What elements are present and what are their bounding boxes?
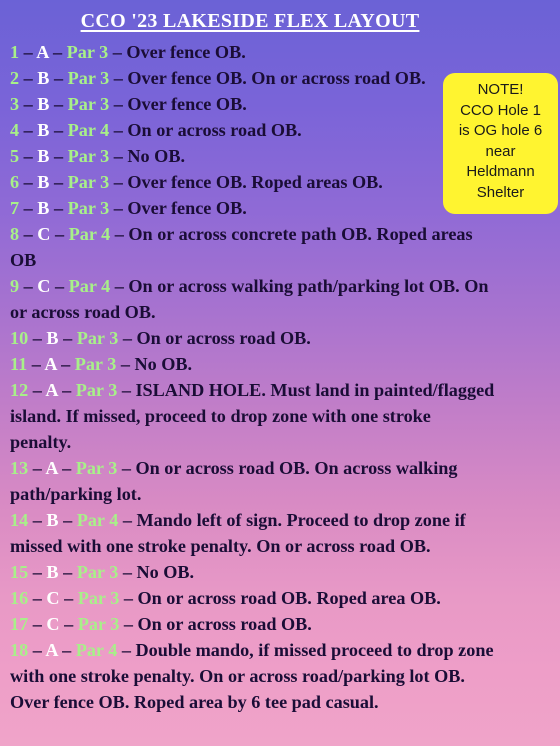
note-callout (443, 73, 558, 214)
layout-letter: C (37, 276, 51, 296)
hole-number: 17 (10, 614, 29, 634)
hole-entry: 10 – B – Par 3 – On or across road OB. (10, 328, 311, 348)
par-label: Par 3 (67, 198, 110, 218)
par-label: Par 4 (68, 276, 111, 296)
layout-letter: B (46, 562, 59, 582)
hole-rule: No OB. (136, 562, 195, 582)
hole-number: 4 (10, 120, 20, 140)
note-line: CCO Hole 1 (460, 101, 541, 119)
hole-number: 11 (10, 354, 28, 374)
layout-letter: B (37, 172, 50, 192)
par-label: Par 3 (77, 614, 120, 634)
par-label: Par 3 (67, 146, 110, 166)
note-line: Heldmann (466, 163, 535, 180)
hole-rule: No OB. (134, 354, 193, 374)
par-label: Par 4 (67, 120, 110, 140)
hole-number: 3 (10, 94, 20, 114)
par-label: Par 3 (67, 68, 110, 88)
layout-letter: B (46, 510, 59, 530)
hole-entry: 2 – B – Par 3 – Over fence OB. On or across road OB. (10, 68, 426, 88)
par-label: Par 3 (67, 94, 110, 114)
hole-entry: 1 – A – Par 3 – Over fence OB. (10, 42, 246, 62)
layout-letter: B (46, 328, 59, 348)
par-label: Par 3 (75, 380, 118, 400)
hole-list (10, 39, 496, 715)
hole-number: 10 (10, 328, 29, 348)
hole-number: 13 (10, 458, 29, 478)
layout-letter: B (37, 146, 50, 166)
par-label: Par 3 (76, 328, 119, 348)
hole-entry: 14 – B – Par 4 – Mando left of sign. Proceed to drop zone if missed with one stroke penalty. On or across road OB. (10, 510, 466, 556)
par-label: Par 4 (68, 224, 111, 244)
hole-rule: On or across road OB. (127, 120, 302, 140)
layout-letter: C (37, 224, 51, 244)
note-line: near (485, 142, 516, 160)
hole-entry: 16 – C – Par 3 – On or across road OB. Roped area OB. (10, 588, 441, 608)
layout-letter: A (44, 354, 57, 374)
hole-entry: 13 – A – Par 3 – On or across road OB. On across walking path/parking lot. (10, 458, 458, 504)
hole-number: 8 (10, 224, 20, 244)
hole-number: 9 (10, 276, 20, 296)
layout-letter: A (45, 458, 58, 478)
hole-number: 2 (10, 68, 20, 88)
hole-rule: On or across road OB. Roped area OB. (137, 588, 441, 608)
hole-entry: 18 – A – Par 4 – Double mando, if missed proceed to drop zone with one stroke penalty. On or across road/parking lot OB. Over fence OB. Roped area by 6 tee pad casual. (10, 640, 494, 712)
layout-letter: A (45, 640, 58, 660)
hole-rule: Over fence OB. (126, 42, 246, 62)
layout-letter: B (37, 120, 50, 140)
hole-rule: Double mando, if missed proceed to drop zone with one stroke penalty. On or across road/parking lot OB. Over fence OB. Roped area by 6 tee pad casual. (10, 640, 494, 712)
par-label: Par 3 (74, 354, 117, 374)
hole-entry: 6 – B – Par 3 – Over fence OB. Roped areas OB. (10, 172, 383, 192)
hole-number: 5 (10, 146, 20, 166)
hole-entry: 4 – B – Par 4 – On or across road OB. (10, 120, 302, 140)
hole-entry: 8 – C – Par 4 – On or across concrete path OB. Roped areas OB (10, 224, 473, 270)
hole-rule: Over fence OB. On or across road OB. (127, 68, 426, 88)
par-label: Par 3 (76, 562, 119, 582)
par-label: Par 3 (67, 172, 110, 192)
layout-letter: C (46, 588, 60, 608)
hole-rule: On or across road OB. On across walking path/parking lot. (10, 458, 458, 504)
hole-rule: On or across road OB. (137, 614, 312, 634)
hole-entry: 11 – A – Par 3 – No OB. (10, 354, 193, 374)
par-label: Par 3 (66, 42, 109, 62)
layout-letter: A (36, 42, 49, 62)
hole-number: 12 (10, 380, 29, 400)
hole-number: 16 (10, 588, 29, 608)
hole-rule: On or across walking path/parking lot OB. On or across road OB. (10, 276, 489, 322)
layout-letter: B (37, 94, 50, 114)
par-label: Par 4 (76, 510, 119, 530)
layout-letter: B (37, 68, 50, 88)
layout-letter: B (37, 198, 50, 218)
hole-entry: 9 – C – Par 4 – On or across walking path/parking lot OB. On or across road OB. (10, 276, 489, 322)
hole-rule: On or across road OB. (136, 328, 311, 348)
hole-entry: 3 – B – Par 3 – Over fence OB. (10, 94, 247, 114)
page-title: CCO '23 LAKESIDE FLEX LAYOUT (80, 10, 420, 32)
hole-entry: 12 – A – Par 3 – ISLAND HOLE. Must land in painted/flagged island. If missed, proceed to drop zone with one stroke penalty. (10, 380, 495, 452)
note-line: is OG hole 6 (458, 122, 543, 139)
hole-number: 6 (10, 172, 20, 192)
hole-rule: On or across concrete path OB. Roped areas OB (10, 224, 473, 270)
par-label: Par 3 (75, 458, 118, 478)
par-label: Par 3 (77, 588, 120, 608)
hole-rule: Over fence OB. (127, 94, 247, 114)
hole-rule: Over fence OB. (127, 198, 247, 218)
hole-entry: 17 – C – Par 3 – On or across road OB. (10, 614, 312, 634)
hole-entry: 5 – B – Par 3 – No OB. (10, 146, 185, 166)
layout-letter: A (45, 380, 58, 400)
hole-number: 7 (10, 198, 20, 218)
hole-entry: 7 – B – Par 3 – Over fence OB. (10, 198, 247, 218)
layout-letter: C (46, 614, 60, 634)
hole-entry: 15 – B – Par 3 – No OB. (10, 562, 195, 582)
hole-rule: No OB. (127, 146, 185, 166)
par-label: Par 4 (75, 640, 118, 660)
note-line: Shelter (476, 183, 525, 201)
hole-rule: ISLAND HOLE. Must land in painted/flagged island. If missed, proceed to drop zone with one stroke penalty. (10, 380, 495, 452)
hole-number: 15 (10, 562, 29, 582)
note-line: NOTE! (477, 81, 524, 98)
hole-number: 1 (10, 42, 20, 62)
hole-number: 18 (10, 640, 29, 660)
hole-number: 14 (10, 510, 29, 530)
hole-rule: Over fence OB. Roped areas OB. (127, 172, 383, 192)
hole-rule: Mando left of sign. Proceed to drop zone if missed with one stroke penalty. On or across road OB. (10, 510, 466, 556)
